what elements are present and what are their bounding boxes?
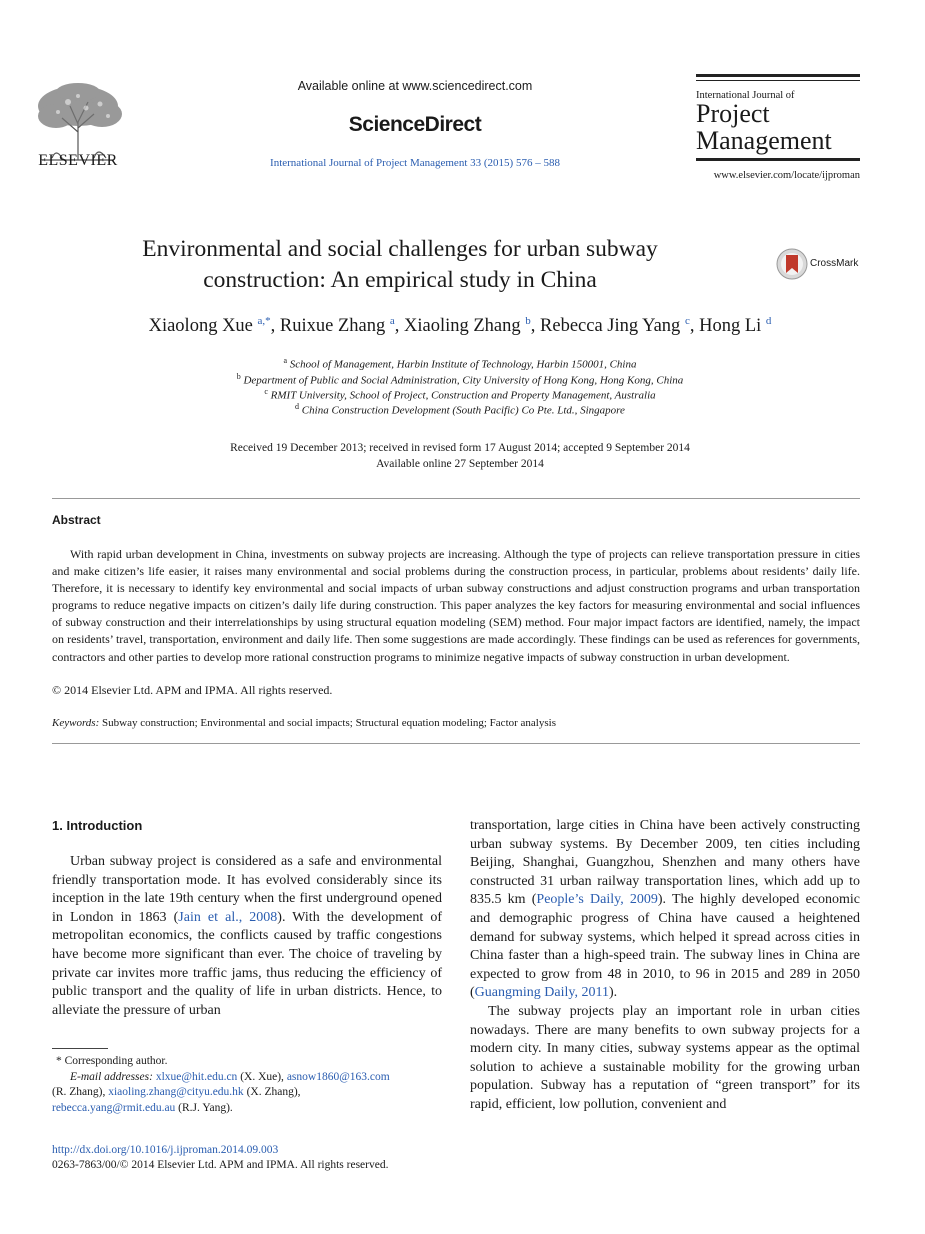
abstract-heading: Abstract (52, 513, 101, 527)
affiliation (40, 372, 880, 387)
article-title-line1: Environmental and social challenges for urban subway (142, 236, 658, 262)
keywords (52, 717, 860, 729)
crossmark-icon[interactable] (776, 248, 808, 280)
email-link[interactable]: xlxue@hit.edu.cn (155, 1070, 238, 1083)
footnote-rule (52, 1048, 108, 1049)
footnote (52, 1054, 442, 1116)
paragraph (52, 853, 442, 1020)
email-line (52, 1085, 442, 1101)
paragraph (470, 817, 860, 1003)
right-column (470, 817, 860, 1115)
author-name: Ruixue Zhang (279, 316, 386, 336)
citation-link[interactable]: People’s Daily, 2009 (536, 892, 658, 908)
left-column (52, 853, 442, 1020)
affiliation (40, 356, 880, 371)
sciencedirect-logo: ScienceDirect (348, 113, 482, 136)
email-line (52, 1101, 442, 1117)
journal-name-line2: Management (696, 126, 832, 155)
email-owner: (X. Xue), (240, 1070, 284, 1083)
masthead-rule-bottom (696, 158, 860, 161)
author-affil-mark[interactable]: a (389, 315, 395, 327)
affiliation-text: Department of Public and Social Administration, City University of Hong Kong, Hong Kong, China (243, 374, 684, 387)
email-line (52, 1070, 442, 1086)
doi-link[interactable]: http://dx.doi.org/10.1016/j.ijproman.2014.09.003 (52, 1144, 279, 1156)
crossmark-label[interactable]: CrossMark (810, 258, 859, 269)
available-online-text: Available online at www.sciencedirect.com (297, 79, 533, 93)
issn-copyright: 0263-7863/00/© 2014 Elsevier Ltd. APM and IPMA. All rights reserved. (52, 1159, 389, 1171)
abstract-text: With rapid urban development in China, investments on subway projects are increasing. Although the type of projects can relieve transportation pressure in cities and make citizen’s life easier, it raises many environmental and social problems during the construction process, in particular, problems about residents’ daily life. Therefore, it is necessary to identify key environmental and social impacts of urban subway constructions and adjust construction programs and urban transportation programs to reduce negative impacts on citizen’s daily life during construction. This paper analyzes the key factors for measuring environmental and social influences of subway construction and their interrelationships by using structural equation modeling (SEM) method. Four major impact factors are identified, namely, the impact on residents’ travel, transportation, environment and daily life. Then some suggestions are made accordingly. These findings can be used as references for governments, contractors and other parties to develop more rational construction programs to minimize negative impacts of subway construction in urban development. (52, 547, 860, 664)
masthead-rule-thin (696, 80, 860, 81)
author-name: Xiaolong Xue (148, 316, 253, 336)
author-name: Rebecca Jing Yang (540, 316, 681, 336)
journal-name-line1: Project (696, 99, 770, 128)
abstract-copyright: © 2014 Elsevier Ltd. APM and IPMA. All rights reserved. (52, 683, 333, 697)
keywords-label: Keywords: (52, 717, 100, 729)
publisher-name: ELSEVIER (38, 152, 118, 169)
author-affil-mark[interactable]: a,* (257, 315, 271, 327)
keywords-list: Subway construction; Environmental and social impacts; Structural equation modeling; Factor analysis (102, 717, 556, 729)
email-link[interactable]: rebecca.yang@rmit.edu.au (52, 1101, 176, 1114)
masthead-rule-top (696, 74, 860, 77)
author-affil-mark[interactable]: c (684, 315, 690, 327)
text-run: transportation, large cities in China have been actively constructing urban subway systems. By December 2009, ten cities including Beijing, Shanghai, Guangzhou, Shenzhen and many others have constructed 31 urban railway transportation lines, which add up to 835.5 km ( (470, 818, 860, 908)
text-run: Urban subway project is considered as a safe and environmental friendly transportation mode. It has evolved considerably since its inception in the late 19th century when the first underground opened in London in 1863 ( (52, 854, 442, 925)
article-title-line2: construction: An empirical study in China (203, 267, 597, 293)
affiliation-mark: b (236, 372, 241, 381)
journal-reference-link[interactable]: International Journal of Project Management 33 (2015) 576 – 588 (270, 157, 560, 169)
journal-url[interactable]: www.elsevier.com/locate/ijproman (713, 170, 860, 181)
affiliation-mark: d (295, 402, 300, 411)
affiliation-text: China Construction Development (South Pacific) Co Pte. Ltd., Singapore (301, 404, 625, 417)
author-list: Xiaolong Xue $^{a,*}$, Ruixue Zhang $^a$, Xiaoling Zhang $^b$, Rebecca Jing Yang $^c$, Hong Li $^d$ (148, 315, 772, 336)
text-run: ). With the development of metropolitan economics, the conflicts caused by traffic congestions have become more significant than ever. The choice of traveling by private car invites more traffic jams, thus reducing the efficiency of public transport and the quality of life in urban districts. Hence, to alleviate the pressure of urban (52, 909, 442, 1018)
paragraph: The subway projects play an important role in urban cities nowadays. There are many benefits to own subway projects for a modern city. In many cities, subway systems appear as the optimal solution to achieve a sustainable mobility for the growing urban population. Subway has a reputation of “green transport” for its rapid, efficient, low pollution, convenient and (470, 1003, 860, 1112)
corresponding-author: * Corresponding author. (56, 1055, 168, 1067)
affiliation (40, 402, 880, 417)
affiliation-mark: c (264, 387, 268, 396)
email-label: E-mail addresses: (70, 1070, 153, 1083)
citation-link[interactable]: Jain et al., 2008 (178, 909, 278, 925)
author-name: Xiaoling Zhang (404, 316, 521, 336)
email-link[interactable]: asnow1860@163.com (286, 1070, 390, 1083)
received-dates: Received 19 December 2013; received in revised form 17 August 2014; accepted 9 September 2014 (230, 442, 690, 454)
section-heading: 1. Introduction (52, 818, 143, 833)
affiliation-text: School of Management, Harbin Institute of Technology, Harbin 150001, China (289, 358, 637, 371)
citation-link[interactable]: Guangming Daily, 2011 (474, 985, 609, 1001)
divider-bottom (52, 743, 860, 744)
email-owner: (R. Zhang), (52, 1086, 106, 1099)
affiliation (40, 387, 880, 402)
affiliation-mark: a (283, 356, 288, 365)
journal-intl-label: International Journal of (696, 90, 795, 101)
journal-masthead (696, 74, 860, 184)
text-run: ). The highly developed economic and demographic progress of China have caused a heightened demand for subway systems, which helped it spread across cities in China faster than a high-speed train. The subway lines in China are expected to grow from 48 in 2010, to 96 in 2015 and 289 in 2050 ( (470, 892, 860, 1001)
author-affil-mark[interactable]: b (525, 315, 531, 327)
email-link[interactable]: xiaoling.zhang@cityu.edu.hk (108, 1086, 244, 1099)
text-run: ). (608, 985, 618, 1001)
author-name: Hong Li (699, 316, 762, 336)
author-affil-mark[interactable]: d (765, 315, 772, 327)
email-owner: (R.J. Yang). (178, 1101, 233, 1114)
available-online-date: Available online 27 September 2014 (376, 458, 544, 470)
affiliation-text: RMIT University, School of Project, Construction and Property Management, Australia (270, 389, 656, 402)
divider-top (52, 498, 860, 499)
email-owner: (X. Zhang), (246, 1086, 301, 1099)
